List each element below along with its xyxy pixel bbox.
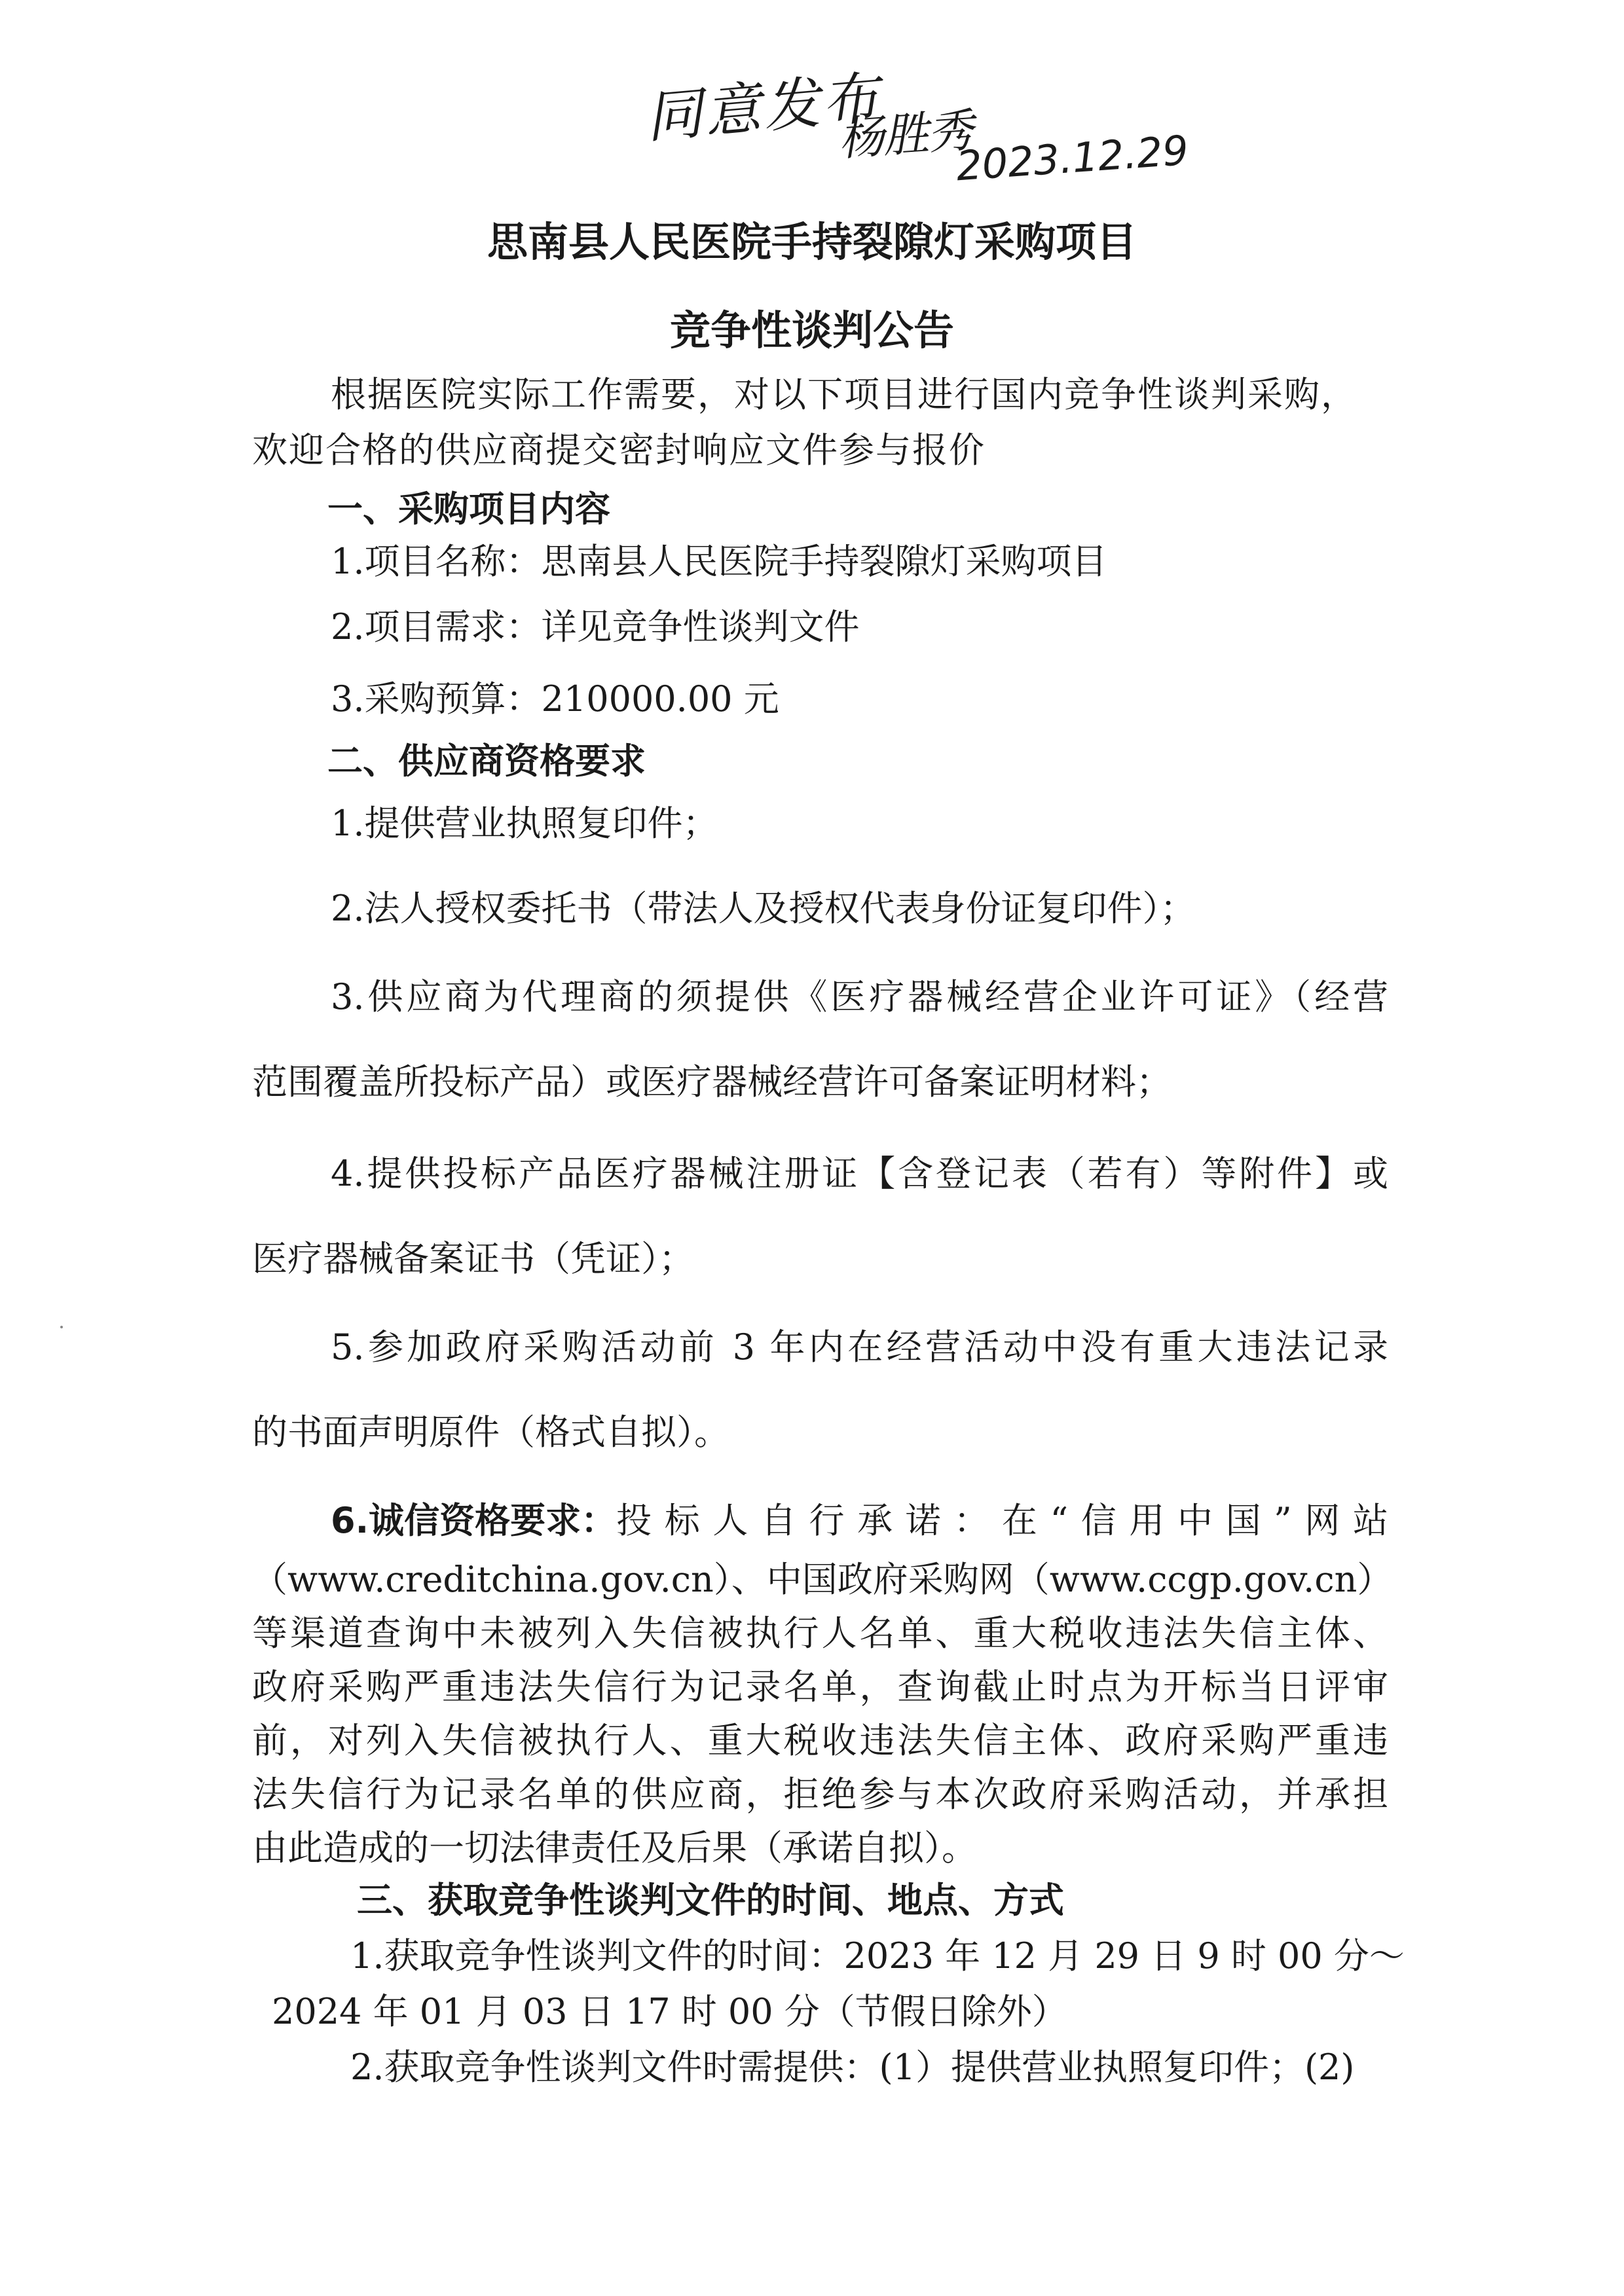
section-2-item-3-line-2: 范围覆盖所投标产品）或医疗器械经营许可备案证明材料；: [252, 1061, 1172, 1102]
section-1-heading: 一、采购项目内容: [327, 488, 610, 530]
document-subtitle: 竞争性谈判公告: [669, 306, 954, 354]
section-2-heading: 二、供应商资格要求: [327, 740, 646, 782]
section-2-item-1: 1.提供营业执照复印件；: [331, 803, 718, 844]
integrity-text: 投标人自行承诺：在“信用中国”网站: [616, 1500, 1388, 1541]
section-2-item-6-line-4: 政府采购严重违法失信行为记录名单，查询截止时点为开标当日评审: [252, 1666, 1388, 1707]
section-2-item-6-line-3: 等渠道查询中未被列入失信被执行人名单、重大税收违法失信主体、: [252, 1613, 1388, 1654]
section-2-item-4-line-1: 4.提供投标产品医疗器械注册证【含登记表（若有）等附件】或: [331, 1153, 1388, 1194]
scan-speck: [60, 1326, 63, 1328]
section-1-item-3: 3.采购预算：210000.00 元: [331, 678, 779, 720]
section-3-item-2-line-1: 2.获取竞争性谈判文件时需提供：(1）提供营业执照复印件；(2): [350, 2047, 1355, 2088]
section-2-item-2: 2.法人授权委托书（带法人及授权代表身份证复印件）；: [331, 888, 1196, 929]
section-2-item-6-line-2: （www.creditchina.gov.cn）、中国政府采购网（www.ccgp.gov.cn）: [252, 1559, 1393, 1600]
signature-date: 2023.12.29: [954, 126, 1190, 191]
intro-line-1: 根据医院实际工作需要，对以下项目进行国内竞争性谈判采购，: [331, 374, 1357, 415]
approval-handwriting: 同意发布: [643, 65, 884, 151]
section-2-item-6-line-5: 前，对列入失信被执行人、重大税收违法失信主体、政府采购严重违: [252, 1720, 1388, 1761]
document-title: 思南县人民医院手持裂隙灯采购项目: [487, 218, 1137, 266]
integrity-label: 6.诚信资格要求：: [331, 1500, 617, 1541]
section-3-heading: 三、获取竞争性谈判文件的时间、地点、方式: [357, 1880, 1064, 1921]
intro-line-2: 欢迎合格的供应商提交密封响应文件参与报价: [252, 429, 986, 471]
signature: 杨胜秀: [836, 103, 974, 167]
section-1-item-1: 1.项目名称：思南县人民医院手持裂隙灯采购项目: [331, 541, 1107, 582]
section-2-item-4-line-2: 医疗器械备案证书（凭证）；: [252, 1238, 694, 1279]
section-2-item-6-line-7: 由此造成的一切法律责任及后果（承诺自拟）。: [252, 1827, 977, 1868]
section-3-item-1-line-2: 2024 年 01 月 03 日 17 时 00 分（节假日除外）: [272, 1991, 1067, 2032]
section-2-item-5-line-1: 5.参加政府采购活动前 3 年内在经营活动中没有重大违法记录: [331, 1326, 1388, 1368]
section-2-item-6-line-6: 法失信行为记录名单的供应商，拒绝参与本次政府采购活动，并承担: [252, 1774, 1388, 1815]
section-2-item-3-line-1: 3.供应商为代理商的须提供《医疗器械经营企业许可证》（经营: [331, 976, 1388, 1017]
section-2-item-5-line-2: 的书面声明原件（格式自拟）。: [252, 1412, 729, 1453]
section-1-item-2: 2.项目需求：详见竞争性谈判文件: [331, 606, 860, 647]
section-3-item-1-line-1: 1.获取竞争性谈判文件的时间：2023 年 12 月 29 日 9 时 00 分～: [350, 1935, 1405, 1977]
section-2-item-6-line-1: [331, 1499, 1388, 1542]
